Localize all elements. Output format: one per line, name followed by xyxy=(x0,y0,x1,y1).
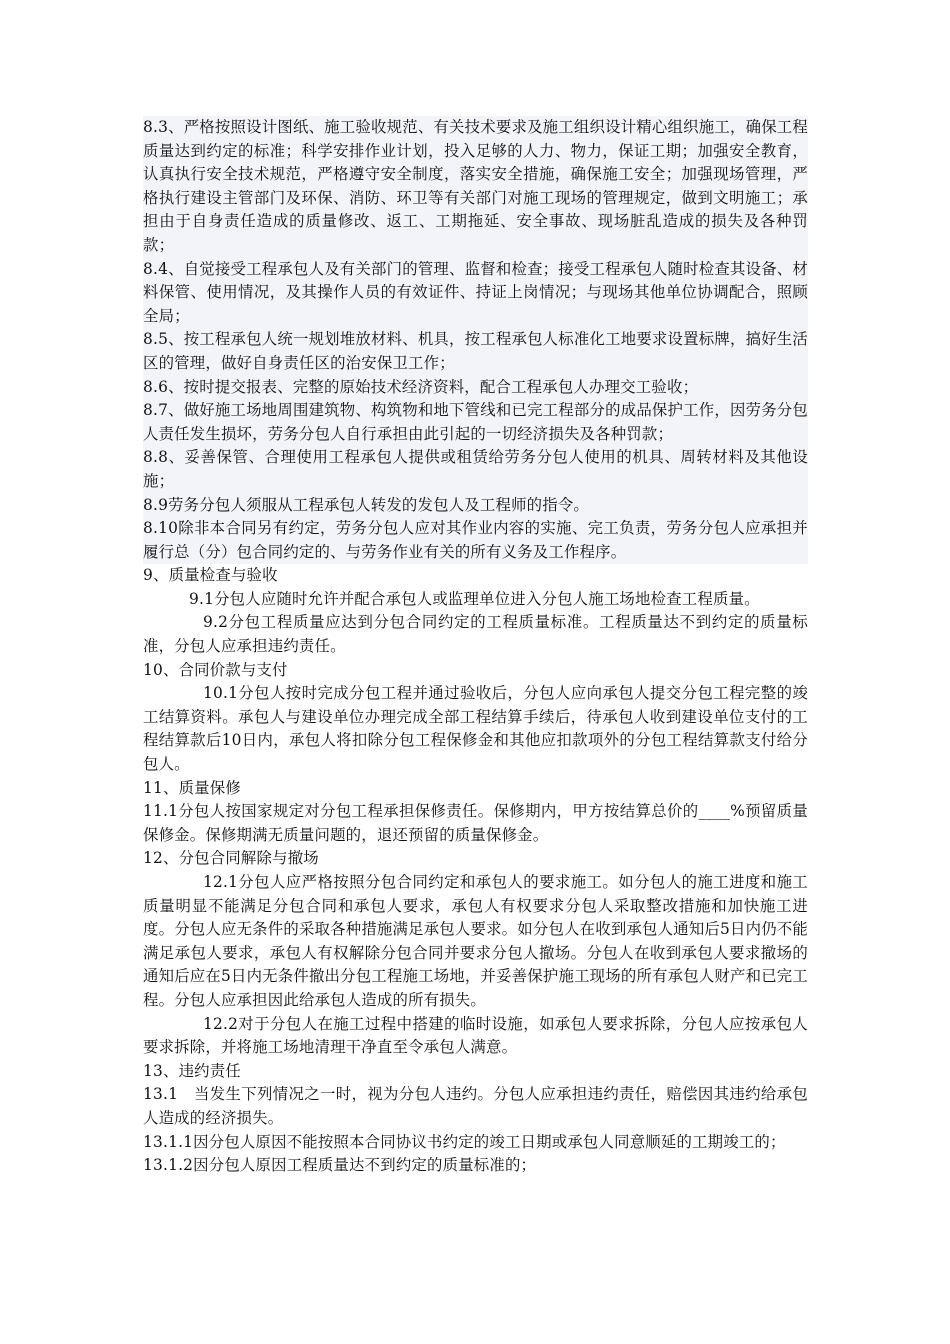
clause-9-1: 9.1分包人应随时允许并配合承包人或监理单位进入分包人施工场地检查工程质量。 xyxy=(189,589,760,608)
clause-13-1-1: 13.1.1因分包人原因不能按照本合同协议书约定的竣工日期或承包人同意顺延的工期竣工的； xyxy=(143,1132,786,1151)
clause-8-6: 8.6、按时提交报表、完整的原始技术经济资料，配合工程承包人办理交工验收； xyxy=(143,377,699,396)
clause-12-1: 12.1分包人应严格按照分包合同约定和承包人的要求施工。如分包人的施工进度和施工质量明显不能满足分包合同和承包人要求，承包人有权要求分包人采取整改措施和加快施工进度。分包人应无条件的采取各种措施满足承包人要求。如分包人在收到承包人通知后5日内仍不能满足承包人要求，承包人有权解除分包合同并要求分包人撤场。分包人在收到承包人要求撤场的通知后应在5日内无条件撤出分包工程施工场地，并妥善保护施工现场的所有承包人财产和已完工程。分包人应承担因此给承包人造成的所有损失。 xyxy=(143,873,808,1009)
heading-section-9: 9、质量检查与验收 xyxy=(143,566,278,585)
heading-section-11: 11、质量保修 xyxy=(143,778,241,797)
clause-12-2: 12.2对于分包人在施工过程中搭建的临时设施，如承包人要求拆除，分包人应按承包人要求拆除，并将施工场地清理干净直至令承包人满意。 xyxy=(143,1014,808,1057)
section-8-block xyxy=(143,116,808,564)
clause-8-5: 8.5、按工程承包人统一规划堆放材料、机具，按工程承包人标准化工地要求设置标牌，搞好生活区的管理，做好自身责任区的治安保卫工作； xyxy=(143,330,808,372)
clause-9-2: 9.2分包工程质量应达到分包合同约定的工程质量标准。工程质量达不到约定的质量标准，分包人应承担违约责任。 xyxy=(143,613,808,656)
document-page xyxy=(143,116,808,1178)
clause-8-4: 8.4、自觉接受工程承包人及有关部门的管理、监督和检查；接受工程承包人随时检查其设备、材料保管、使用情况，及其操作人员的有效证件、持证上岗情况；与现场其他单位协调配合，照顾全局； xyxy=(143,259,808,325)
clause-8-3: 8.3、严格按照设计图纸、施工验收规范、有关技术要求及施工组织设计精心组织施工，确保工程质量达到约定的标准；科学安排作业计划，投入足够的人力、物力，保证工期；加强安全教育，认真执行安全技术规范，严格遵守安全制度，落实安全措施，确保施工安全；加强现场管理，严格执行建设主管部门及环保、消防、环卫等有关部门对施工现场的管理规定，做到文明施工；承担由于自身责任造成的质量修改、返工、工期拖延、安全事故、现场脏乱造成的损失及各种罚款； xyxy=(143,118,808,254)
clause-10-1: 10.1分包人按时完成分包工程并通过验收后，分包人应向承包人提交分包工程完整的竣工结算资料。承包人与建设单位办理完成全部工程结算手续后，待承包人收到建设单位支付的工程结算款后10日内，承包人将扣除分包工程保修金和其他应扣款项外的分包工程结算款支付给分包人。 xyxy=(143,684,808,774)
clause-13-1: 13.1 当发生下列情况之一时，视为分包人违约。分包人应承担违约责任，赔偿因其违约给承包人造成的经济损失。 xyxy=(143,1085,808,1127)
clause-8-8: 8.8、妥善保管、合理使用工程承包人提供或租赁给劳务分包人使用的机具、周转材料及其他设施； xyxy=(143,448,808,490)
clause-8-10: 8.10除非本合同另有约定，劳务分包人应对其作业内容的实施、完工负责，劳务分包人应承担并履行总（分）包合同约定的、与劳务作业有关的所有义务及工作程序。 xyxy=(143,519,808,561)
clause-13-1-2: 13.1.2因分包人原因工程质量达不到约定的质量标准的； xyxy=(143,1156,537,1175)
heading-section-12: 12、分包合同解除与撤场 xyxy=(143,849,319,868)
clause-8-9: 8.9劳务分包人须服从工程承包人转发的发包人及工程师的指令。 xyxy=(143,495,590,514)
clause-11-1: 11.1分包人按国家规定对分包工程承担保修责任。保修期内，甲方按结算总价的____%预留质量保修金。保修期满无质量问题的，退还预留的质量保修金。 xyxy=(143,802,808,844)
clause-8-7: 8.7、做好施工场地周围建筑物、构筑物和地下管线和已完工程部分的成品保护工作，因劳务分包人责任发生损坏，劳务分包人自行承担由此引起的一切经济损失及各种罚款； xyxy=(143,401,808,443)
heading-section-13: 13、违约责任 xyxy=(143,1061,241,1080)
heading-section-10: 10、合同价款与支付 xyxy=(143,660,288,679)
